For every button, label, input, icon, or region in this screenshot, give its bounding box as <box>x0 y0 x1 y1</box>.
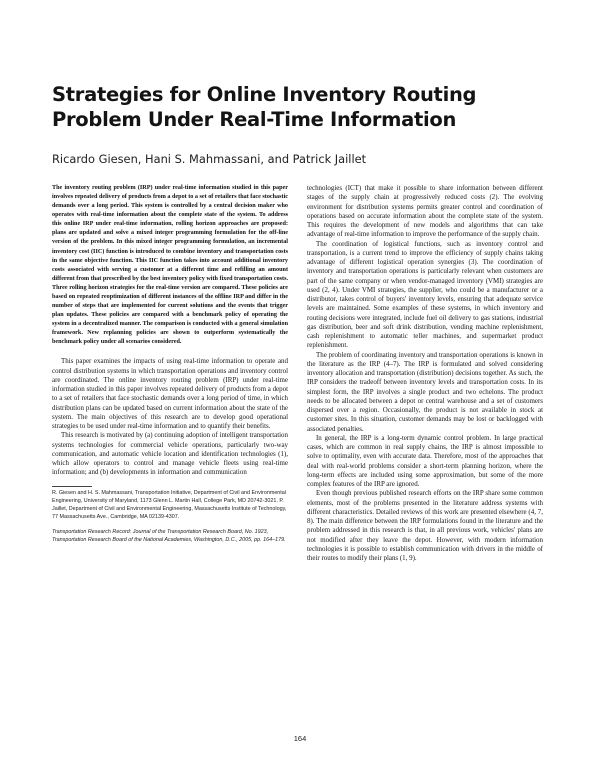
right-body <box>307 184 543 563</box>
paper-title <box>52 82 552 132</box>
body-paragraph: Even though previous published research efforts on the IRP share some common elements, most of the problems presented in the literature address systems with different characteristics. Detailed reviews of this work are presented elsewhere (4, 7, 8). The main difference between the IRP formulations found in the literature and the problem addressed in this research is that, in all previous work, vehicles' plans are not modified after they leave the depot. However, with modern information technologies it is possible to establish communication with drivers in the middle of their routes to modify their plans (1, 9). <box>307 489 543 562</box>
body-paragraph: This paper examines the impacts of using real-time information to operate and control distribution systems in which transportation operations and inventory control are coordinated. The online inventory routing problem (IRP) under real-time information studied in this paper involves repeated delivery of products from a depot to a set of retailers that face stochastic demands over a long period of time, in which distribution plans can be updated based on current information about the state of the system. The main objectives of this research are to develop good operational strategies to be used under real-time information and to quantify their benefits. <box>52 357 288 431</box>
title-line-1: Strategies for Online Inventory Routing <box>52 83 477 106</box>
abstract-text: The inventory routing problem (IRP) under real-time information studied in this paper involves repeated delivery of products from a depot to a set of retailers that face stochastic demands over a long period. This system is controlled by a central decision maker who operates with real-time information about the complete state of the system. To address this online IRP under real-time information, rolling horizon approaches are proposed: plans are updated and solve a mixed integer programming formulation for the off-line version of the problem. In this mixed integer programming formulation, an incremental inventory cost (IIC) function is introduced to combine inventory and transportation costs in the same objective function. This IIC function takes into account additional inventory costs associated with serving a customer at a different time and refilling an amount different from that prescribed by the best inventory policy with fixed transportation costs. Three rolling horizon strategies for the real-time version are compared. These policies are based on repeated reoptimization of different instances of the offline IRP and differ in the number of steps that are implemented for current solutions and the events that trigger plan updates. These policies are compared with a benchmark policy of operating the system in a decentralized manner. The comparison is conducted with a general simulation framework. New replanning policies are shown to outperform systematically the benchmark policy under all scenarios considered. <box>52 185 288 346</box>
page-number: 164 <box>293 734 307 743</box>
author-affiliation-note: R. Giesen and H. S. Mahmassani, Transportation Initiative, Department of Civil and Environmental Engineering, University of Maryland, 1173 Glenn L. Martin Hall, College Park, MD 20742-3021. P. Jaillet, Department of Civil and Environmental Engineering, Massachusetts Institute of Technology, 77 Massachusetts Ave., Cambridge, MA 02139-4307. <box>52 489 287 520</box>
left-body <box>52 357 288 477</box>
abstract <box>52 184 288 347</box>
body-paragraph: The problem of coordinating inventory and transportation operations is known in the literature as the IRP (4–7). The IRP is formulated and solved considering inventory allocation and transportation (distribution) decisions together. As such, the IRP considers the tradeoff between inventory levels and transportation costs. In its simplest form, the IRP involves a single product and two echelons. The product needs to be allocated between a depot or central warehouse and a set of customers dispersed over a region. Occasionally, the product is not available in stock at customer sites. In this situation, customer demands may be lost or backlogged with associated penalties. <box>307 350 543 433</box>
left-column <box>52 184 288 544</box>
body-paragraph: This research is motivated by (a) continuing adoption of intelligent transportation systems technologies for commercial vehicle operations, particularly two-way communication, and automatic vehicle location and identification technologies (1), which allow operators to control and manage vehicle fleets using real-time information; and (b) developments in information and communication <box>52 431 288 477</box>
citation-note: Transportation Research Record: Journal of the Transportation Research Board, No. 1923, Transportation Research Board of the National Academies, Washington, D.C., 2005, pp. 164–179. <box>52 529 286 544</box>
right-column <box>307 184 543 563</box>
body-paragraph: The coordination of logistical functions, such as inventory control and transportation, is a current trend to improve the efficiency of supply chains taking advantage of different logistical operation synergies (3). The coordination of inventory and transportation operations is particularly relevant when customers are part of the same company or when vendor-managed inventory (VMI) strategies are used (2, 4). Under VMI strategies, the supplier, who could be a manufacturer or a distributor, takes control of buyers' inventory levels, ensuring that adequate service levels are maintained. Some examples of these systems, in which inventory and routing decisions were integrated, include fuel oil delivery to gas stations, industrial gas distribution, beer and soft drink distribution, vending machine replenishment, cash replenishment to automatic teller machines, and supermarket product replenishment. <box>307 239 543 350</box>
footnote-rule <box>52 486 92 487</box>
title-line-2: Problem Under Real-Time Information <box>52 108 457 131</box>
footnotes <box>52 489 288 545</box>
author-list: Ricardo Giesen, Hani S. Mahmassani, and Patrick Jaillet <box>52 152 367 166</box>
body-paragraph: technologies (ICT) that make it possible to share information between different stages of the supply chain at progressively reduced costs (2). The evolving environment for distribution systems permits greater control and coordination of operations based on accurate information about the complete state of the system. This requires the development of new models and algorithms that can take advantage of real-time information to improve the performance of the supply chain. <box>307 184 543 239</box>
body-paragraph: In general, the IRP is a long-term dynamic control problem. In large practical cases, which are common in real supply chains, the IRP is almost impossible to solve to optimality, even with accurate data. Therefore, most of the approaches that deal with real-world problems consider a short-term planning horizon, where the long-term effects are included using some approximation, but some of the more complex features of the IRP are ignored. <box>307 433 543 488</box>
